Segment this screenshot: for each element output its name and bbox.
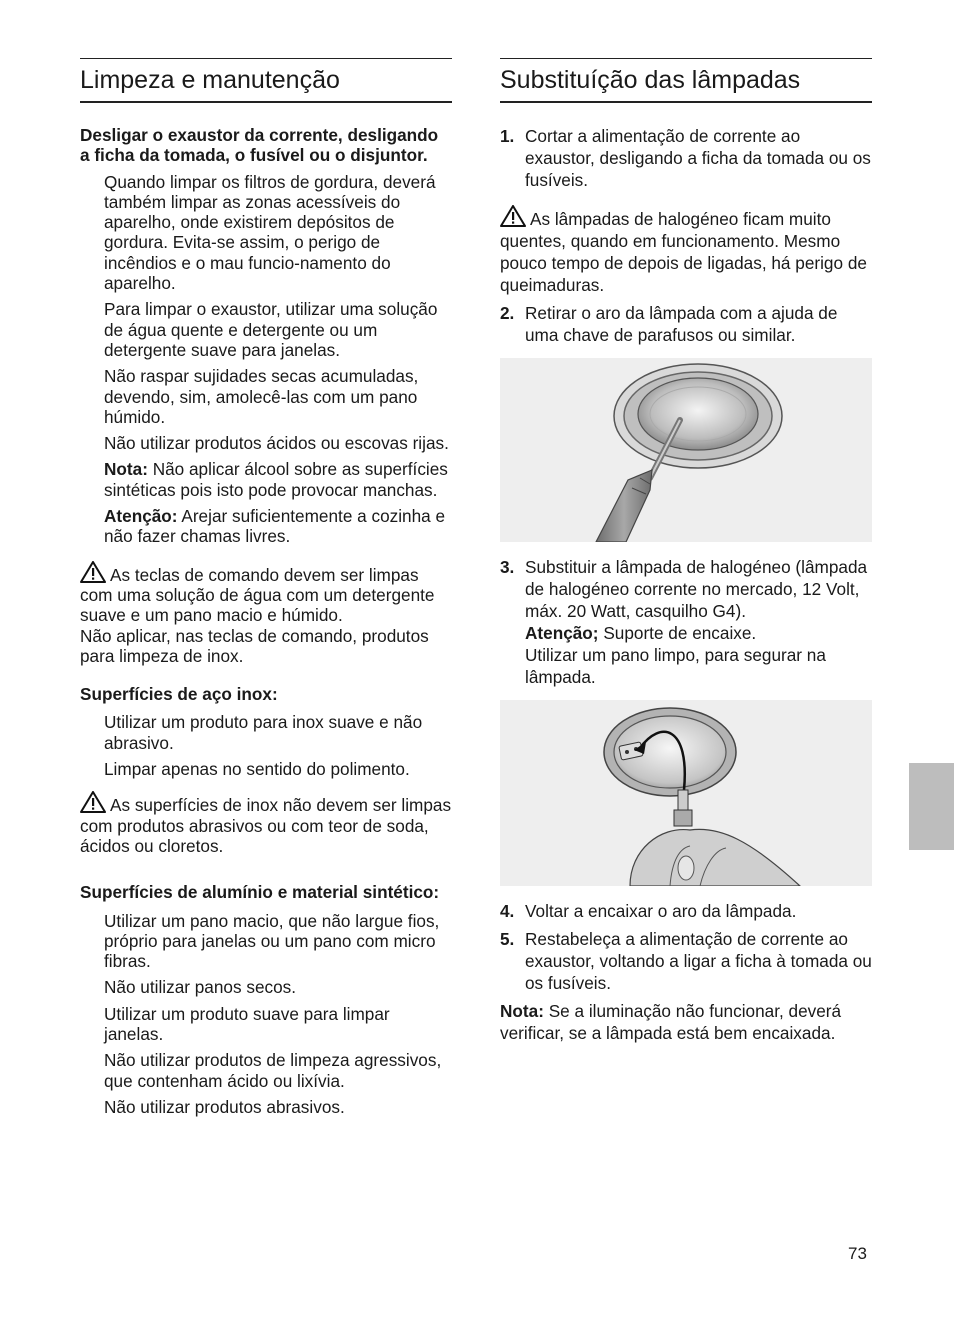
warning-controls: As teclas de comando devem ser limpas com uma solução de água com um detergente suave e um pano macio e húmido.	[80, 561, 452, 626]
page-number: 73	[848, 1244, 867, 1263]
section-side-tab	[909, 763, 954, 850]
step-item	[500, 302, 872, 346]
step-item	[500, 556, 872, 688]
illustration-remove-ring	[500, 358, 872, 542]
attention-text: Suporte de encaixe.	[598, 623, 757, 643]
attention-label: Atenção:	[104, 506, 178, 527]
paragraph: Não utilizar produtos de limpeza agressivos, que contenham ácido ou lixívia.	[104, 1050, 442, 1091]
subheading-aluminium: Superfícies de alumínio e material sintético:	[80, 882, 440, 903]
paragraph: Não utilizar produtos ácidos ou escovas rijas.	[104, 433, 449, 454]
note-label: Nota:	[104, 459, 148, 480]
paragraph: Para limpar o exaustor, utilizar uma solução de água quente e detergente ou um detergente suave para janelas.	[104, 299, 438, 360]
paragraph: Limpar apenas no sentido do polimento.	[104, 759, 410, 780]
step-text: Substituir a lâmpada de halogéneo (lâmpada de halogéneo corrente no mercado, 12 Volt, máx. 20 Watt, casquilho G4).	[525, 557, 868, 621]
right-column	[500, 58, 872, 1050]
warning-inox: As superfícies de inox não devem ser limpas com produtos abrasivos ou com teor de soda, ácidos ou cloretos.	[80, 791, 452, 856]
step-number: 1.	[500, 126, 515, 146]
lamp-replacement-illustration	[500, 700, 872, 886]
intro-instruction: Desligar o exaustor da corrente, desligando a ficha da tomada, o fusível ou o disjuntor.	[80, 125, 439, 166]
illustration-replace-lamp	[500, 700, 872, 886]
step-number: 3.	[500, 557, 515, 577]
step-text: Retirar o aro da lâmpada com a ajuda de uma chave de parafusos ou similar.	[525, 303, 838, 345]
left-column	[80, 58, 452, 1123]
warning-controls-extra: Não aplicar, nas teclas de comando, produtos para limpeza de inox.	[80, 625, 429, 666]
note-label: Nota:	[500, 1001, 544, 1021]
warning-triangle-icon	[80, 791, 106, 813]
step-item	[500, 900, 872, 922]
paragraph: Quando limpar os filtros de gordura, deverá também limpar as zonas acessíveis do aparelho, onde existirem depósitos de gordura. Evita-se assim, o perigo de incêndios e o mau funcio-namento do aparelho.	[104, 171, 436, 294]
step-item	[500, 125, 872, 191]
subheading-inox: Superfícies de aço inox:	[80, 684, 278, 705]
attention-text: Arejar suficientemente a cozinha e não fazer chamas livres.	[104, 506, 446, 547]
note-text: Não aplicar álcool sobre as superfícies sintéticas pois isto pode provocar manchas.	[104, 459, 448, 500]
attention-paragraph	[104, 506, 452, 547]
section-title-cleaning: Limpeza e manutenção	[80, 58, 452, 103]
paragraph: Utilizar um pano macio, que não largue fios, próprio para janelas ou um pano com micro fibras.	[104, 910, 440, 972]
paragraph: Utilizar um produto suave para limpar janelas.	[104, 1003, 390, 1044]
warning-lamps-hot: As lâmpadas de halogéneo ficam muito quentes, quando em funcionamento. Mesmo pouco tempo de depois de ligadas, há perigo de queimaduras.	[500, 205, 872, 296]
attention-label: Atenção;	[525, 623, 599, 643]
ring-removal-illustration	[500, 358, 872, 542]
paragraph: Não utilizar produtos abrasivos.	[104, 1096, 345, 1117]
warning-triangle-icon	[500, 205, 526, 227]
paragraph: Utilizar um produto para inox suave e não abrasivo.	[104, 712, 423, 753]
note-paragraph	[500, 1000, 872, 1044]
paragraph: Não utilizar panos secos.	[104, 977, 297, 998]
warning-triangle-icon	[80, 561, 106, 583]
step-text: Cortar a alimentação de corrente ao exaustor, desligando a ficha da tomada ou os fusíveis.	[525, 126, 871, 190]
step-extra: Utilizar um pano limpo, para segurar na lâmpada.	[525, 645, 826, 687]
step-number: 5.	[500, 929, 515, 949]
note-text: Se a iluminação não funcionar, deverá verificar, se a lâmpada está bem encaixada.	[500, 1001, 842, 1043]
step-text: Restabeleça a alimentação de corrente ao exaustor, voltando a ligar a ficha à tomada ou os fusíveis.	[525, 929, 872, 993]
step-number: 4.	[500, 901, 515, 921]
section-title-lamps: Substituíção das lâmpadas	[500, 58, 872, 103]
step-text: Voltar a encaixar o aro da lâmpada.	[525, 901, 797, 921]
step-item	[500, 928, 872, 994]
note-paragraph	[104, 459, 452, 500]
step-number: 2.	[500, 303, 515, 323]
paragraph: Não raspar sujidades secas acumuladas, devendo, sim, amolecê-las com um pano húmido.	[104, 366, 419, 427]
